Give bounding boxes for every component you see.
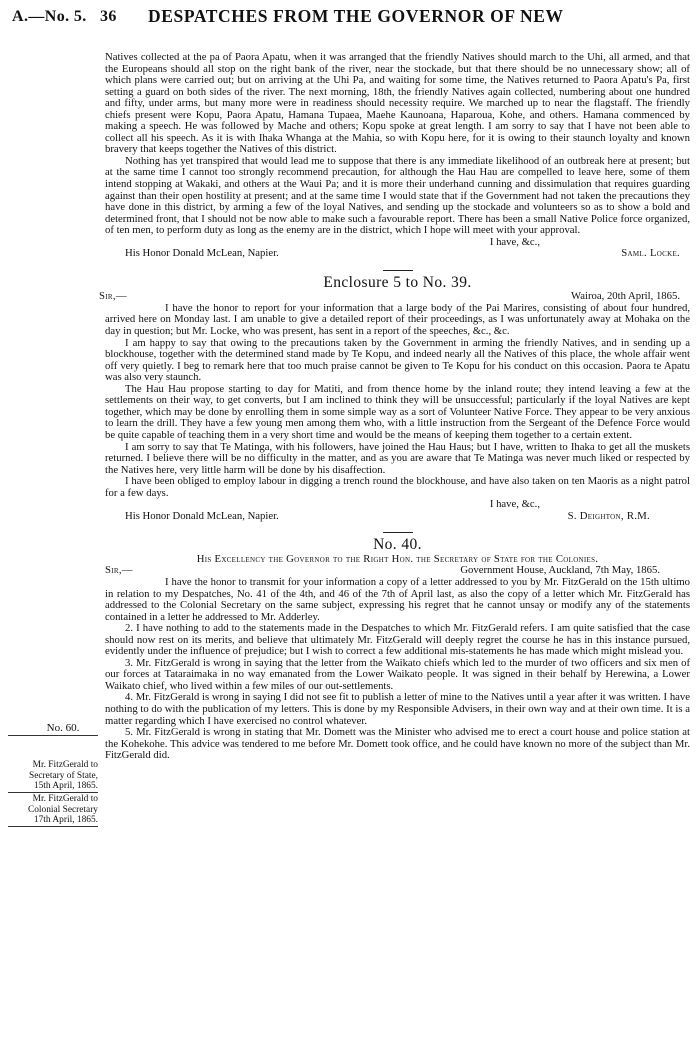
addressee: His Honor Donald McLean, Napier. — [125, 247, 279, 260]
despatch-paragraph-5: 5. Mr. FitzGerald is wrong in stating that Mr. Domett was the Minister who advised me to erect a court house and police station at the Kohekohe. This advice was tendered to me before Mr. Domett took office, and he could have known no more of the subject than Mr. FitzGerald did. — [105, 726, 690, 762]
salutation: Sir,— — [105, 564, 133, 577]
despatch-paragraph-1: I have the honor to transmit for your information a copy of a letter addressed to you by Mr. FitzGerald on the 15th ultimo in relation to my Despatches, No. 41 of the 4th, and 46 of the 7th of April last, as also the copy of a letter which Mr. FitzGerald has addressed to the Colonial Secretary on the same subject, expressing his regret that he cannot unsay or modify any of the statements contained in a letter he addressed to Mr. Adderley. — [105, 575, 690, 623]
salutation: Sir,— — [99, 290, 127, 303]
place-date: Wairoa, 20th April, 1865. — [571, 290, 680, 303]
close-formula: I have, &c., — [489, 498, 540, 511]
enclosure-paragraph-4: I am sorry to say that Te Matinga, with his followers, have joined the Hau Haus; but I have, written to Ihaka to get all the muskets returned. I believe there will be no difficulty in the matter, and as you are aware that Te Matinga was never much liked or respected by the Natives here, very little harm will be done by his disaffection. — [105, 440, 690, 476]
page-number: 36 — [100, 8, 117, 25]
paper-reference: A.—No. 5. — [12, 8, 87, 25]
continued-paragraph-2: Nothing has yet transpired that would lead me to suppose that there is any immediate likelihood of an outbreak here at present; but at the same time I cannot too strongly recommend precaution, for although the Hau Hau are compelled to leave here, some of them intend stopping at Wakaki, and others at the Waui Pa; and it is more their underhand cunning and dissimulation that requires guarding against than their open hostility at present; and at the same time I would state that if the Government had not taken the precautions they have done in this district, by arming a few of the loyal Natives, and sending up the stockade and volunteers so as to show a bold and determined front, that I should not be now able to make such a favourable report. There has been a small Native Police force organized, of ten men, to perform duty as long as the enemy are in the district, which I hope will meet with your approval. — [105, 154, 690, 237]
running-title: DESPATCHES FROM THE GOVERNOR OF NEW — [148, 6, 564, 26]
enclosure-heading: Enclosure 5 to No. 39. — [323, 273, 472, 291]
separator-rule — [383, 532, 413, 533]
separator-rule — [383, 270, 413, 271]
enclosure-address-row — [105, 511, 690, 523]
continued-address-row — [105, 248, 690, 260]
document-body — [99, 51, 690, 762]
enclosure-paragraph-1: I have the honor to report for your information that a large body of the Pai Marires, consisting of about four hundred, arrived here on Monday last. I am unable to give a detailed report of their proceedings, as I was unfortunately away at Mohaka on the day in question; but Mr. Locke, who was present, has sent in a report of the speeches, &c., &c. — [105, 301, 690, 338]
signature: S. Deighton, R.M. — [567, 509, 650, 522]
close-formula: I have, &c., — [489, 235, 540, 248]
signature: Saml. Locke. — [621, 247, 680, 260]
place-date: Government House, Auckland, 7th May, 1865. — [460, 564, 660, 577]
margin-note-secretary: Mr. FitzGerald to Secretary of State, 15th April, 1865. — [8, 760, 98, 793]
enclosure-paragraph-5: I have been obliged to employ labour in digging a trench round the blockhouse, and have also taken on ten Maoris as a night patrol for a few days. — [105, 475, 690, 499]
continued-paragraph-1: Natives collected at the pa of Paora Apatu, when it was arranged that the friendly Natives should march to the Uhi, all armed, and that the Europeans should all stop on the right bank of the river, near the stockade, but that there should be no unnecessary show; all of which plans were carried out; but on arriving at the Uhi Pa, and waiting for some time, the Natives returned to Paora Apatu's Pa, first setting a guard on both sides of the river. The next morning, 18th, the friendly Natives again collected, numbering about one hundred and fifty, under arms, but many more were in readiness should necessity require. We marched up to near the flagstaff. The friendly chiefs present were Kopu, Paora Apatu, Hamana Tupaea, Maehe Kaunoana, Haparoua, Kohe, and others. Hamana commenced by making a speech. He was followed by Mache and others; Kopu spoke at great length. I am sorry to say that I have not been able to collect all his speech. As it is with Ihaka Whanga at the Mahia, so with Kopu here, for it is owing to their staunch loyalty and known bravery that keeps together the Natives of this district. — [105, 51, 690, 156]
margin-note-colonial-secretary: Mr. FitzGerald to Colonial Secretary 17th April, 1865. — [8, 794, 98, 827]
enclosure-paragraph-2: I am happy to say that owing to the precautions taken by the Government in arming the friendly Natives, and in sending up a blockhouse, together with the determined stand made by Te Kopu, and indeed nearly all the Natives of this place, the whole affair went off very quietly. I beg to remark here that too much praise cannot be given to Te Kopu for his conduct on this occasion. Paora te Apatu was also very staunch. — [105, 336, 690, 384]
page-header — [12, 6, 688, 28]
enclosure-paragraph-3: The Hau Hau propose starting to day for Matiti, and from thence home by the inland route; they intend leaving a few at the settlements on their way, to get converts, but I am inclined to think they will be unsuccessful; particularly if the loyal Natives are kept together, which may be done by enrolling them in some simple way as a sort of Volunteer Native Force. They appear to be very anxious to learn the drill. They have a few young men among them who, with a little instruction from the Sergeant of the Defence Force would be quite capable of teaching them in a very short time and would be the means of keeping them together to a certain extent. — [105, 382, 690, 441]
despatch-paragraph-4: 4. Mr. FitzGerald is wrong in saying I did not see fit to publish a letter of mine to the Natives until a year after it was written. I have nothing to do with the publication of my letters. This is done by my Responsible Advisers, in their own way and at their own time. It is a matter regarding which I have exercised no control whatever. — [105, 691, 690, 727]
despatch-paragraph-2: 2. I have nothing to add to the statements made in the Despatches to which Mr. FitzGerald refers. I am quite satisfied that the case should now rest on its merits, and believe that ultimately Mr. FitzGerald will deeply regret the course he has in this instance pursued, evidently under the influence of prejudice; but I wish to correct a few additional mis-statements he has made which might mislead you. — [105, 622, 690, 658]
despatch-title: His Excellency the Governor to the Right Hon. the Secretary of State for the Colonies. — [196, 552, 599, 565]
despatch-heading: No. 40. — [373, 536, 422, 554]
despatch-paragraph-3: 3. Mr. FitzGerald is wrong in saying that the letter from the Waikato chiefs which led to the murder of two officers and six men of our forces at Tataraimaka in no way emanated from the Lower Waikato people. It was signed in their behalf by Herewina, a Lower Waikato chief, who lived within a few miles of our out-settlements. — [105, 656, 690, 692]
margin-no-60: No. 60. — [8, 723, 98, 738]
addressee: His Honor Donald McLean, Napier. — [125, 509, 279, 522]
